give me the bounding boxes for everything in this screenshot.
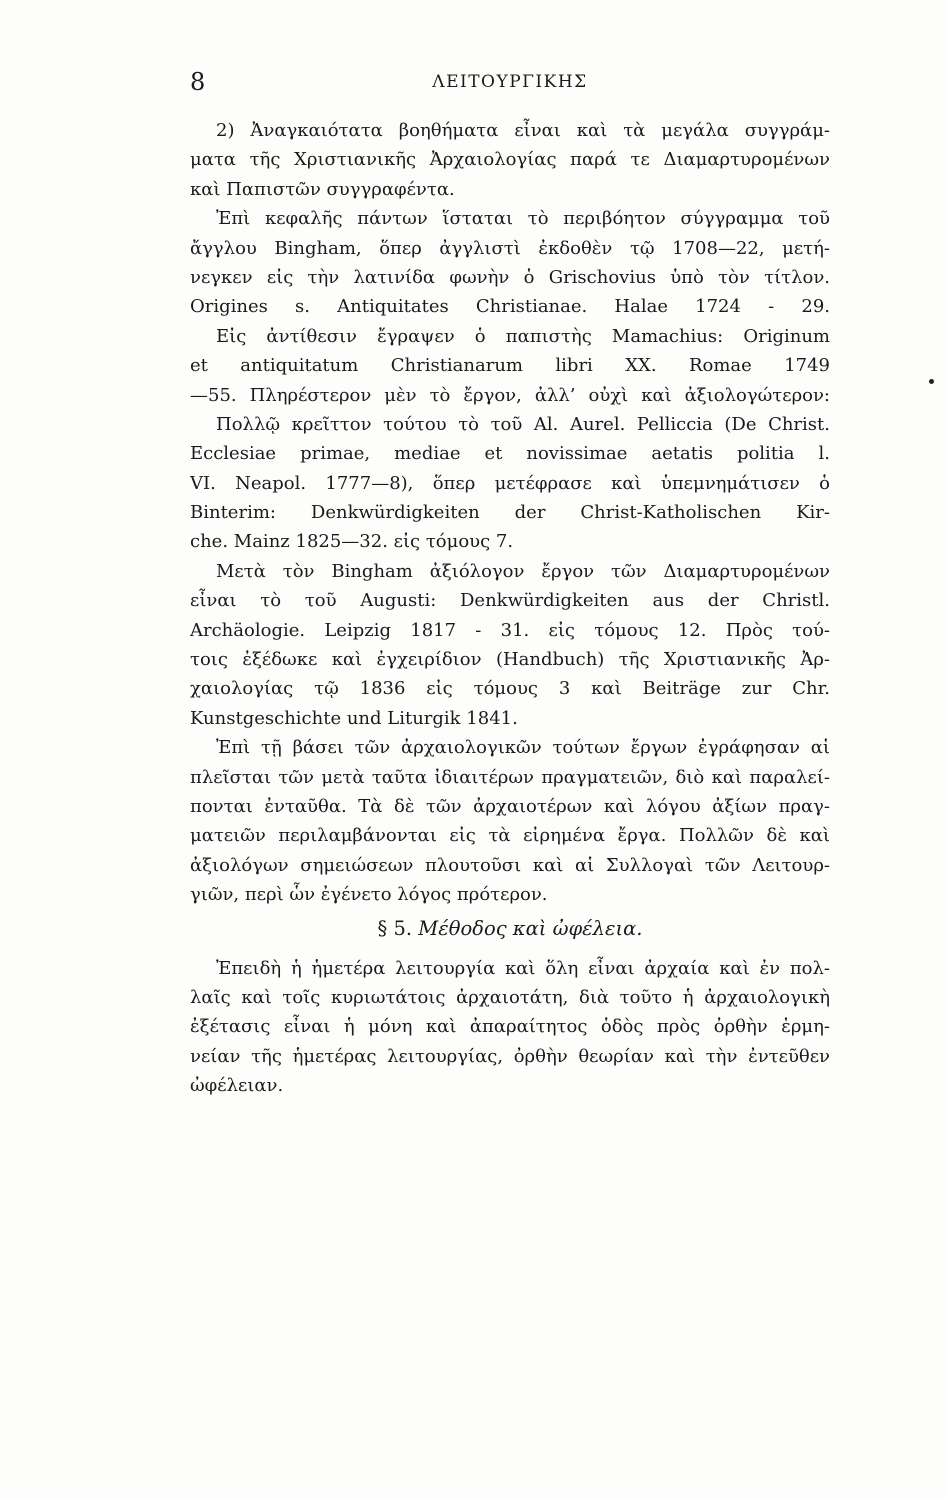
text-line: νεγκεν εἰς τὴν λατινίδα φωνὴν ὁ Grischovius ὑπὸ τὸν τίτλον. [190, 266, 830, 288]
text-line: Kunstgeschichte und Liturgik 1841. [190, 707, 518, 729]
paragraph [190, 733, 830, 909]
text-line: τοις ἐξέδωκε καὶ ἐγχειρίδιον (Handbuch) τῆς Χριστιανικῆς Ἀρ- [190, 649, 830, 671]
paragraph [190, 116, 830, 204]
text-line: Origines s. Antiquitates Christianae. Halae 1724 - 29. [190, 296, 830, 318]
text-line: ἀξιολόγων σημειώσεων πλουτοῦσι καὶ αἱ Συλλογαὶ τῶν Λειτουρ- [190, 854, 830, 876]
text-line: χαιολογίας τῷ 1836 εἰς τόμους 3 καὶ Beiträge zur Chr. [190, 678, 830, 700]
text-line: πονται ἐνταῦθα. Τὰ δὲ τῶν ἀρχαιοτέρων καὶ λόγου ἀξίων πραγ- [190, 795, 830, 817]
text-line: 2) Ἀναγκαιότατα βοηθήματα εἶναι καὶ τὰ μεγάλα συγγράμ- [216, 120, 830, 141]
text-line: che. Mainz 1825—32. εἰς τόμους 7. [190, 531, 514, 553]
text-line: λαῖς καὶ τοῖς κυριωτάτοις ἀρχαιοτάτη, διὰ τοῦτο ἡ ἀρχαιολογικὴ [190, 986, 830, 1008]
paragraph [190, 204, 830, 322]
text-line: νείαν τῆς ἡμετέρας λειτουργίας, ὀρθὴν θεωρίαν καὶ τὴν ἐντεῦθεν [190, 1045, 830, 1067]
page-header [190, 68, 830, 108]
section-number: § 5. [377, 916, 413, 940]
text-line: —55. Πληρέστερον μὲν τὸ ἔργον, ἀλλ’ οὐχὶ καὶ ἀξιολογώτερον: [190, 384, 830, 406]
text-line: Archäologie. Leipzig 1817 - 31. εἰς τόμους 12. Πρὸς τού- [190, 619, 830, 641]
text-line: Εἰς ἀντίθεσιν ἔγραψεν ὁ παπιστὴς Mamachius: Originum [216, 325, 830, 347]
text-line: Binterim: Denkwürdigkeiten der Christ-Katholischen Kir- [190, 502, 830, 524]
text-line: Ἐπὶ τῇ βάσει τῶν ἀρχαιολογικῶν τούτων ἔργων ἐγράφησαν αἱ [216, 737, 830, 759]
page-number: 8 [190, 68, 206, 96]
paragraph [190, 410, 830, 557]
paragraph [190, 954, 830, 1101]
text-line: ματα τῆς Χριστιανικῆς Ἀρχαιολογίας παρά τε Διαμαρτυρομένων [190, 149, 830, 171]
paragraph [190, 557, 830, 733]
text-line: Μετὰ τὸν Bingham ἀξιόλογον ἔργον τῶν Διαμαρτυρομένων [216, 560, 830, 582]
text-line: ἄγγλου Bingham, ὅπερ ἀγγλιστὶ ἐκδοθὲν τῷ 1708—22, μετή- [190, 237, 830, 259]
section-title: Μέθοδος καὶ ὠφέλεια. [418, 916, 643, 940]
running-head: ΛΕΙΤΟΥΡΓΙΚΗΣ [432, 72, 588, 92]
paragraph [190, 322, 830, 410]
text-line: πλεῖσται τῶν μετὰ ταῦτα ἰδιαιτέρων πραγματειῶν, διὸ καὶ παραλεί- [190, 766, 830, 788]
text-line: καὶ Παπιστῶν συγγραφέντα. [190, 178, 455, 200]
text-line: Ecclesiae primae, mediae et novissimae aetatis politia l. [190, 443, 830, 465]
text-line: εἶναι τὸ τοῦ Augusti: Denkwürdigkeiten aus der Christl. [190, 590, 830, 612]
text-line: γιῶν, περὶ ὧν ἐγένετο λόγος πρότερον. [190, 884, 548, 906]
text-line: Ἐπὶ κεφαλῆς πάντων ἵσταται τὸ περιβόητον σύγγραμμα τοῦ [216, 208, 830, 230]
text-line: Πολλῷ κρεῖττον τούτου τὸ τοῦ Al. Aurel. Pelliccia (De Christ. [216, 413, 830, 435]
text-line: Ἐπειδὴ ἡ ἡμετέρα λειτουργία καὶ ὅλη εἶναι ἀρχαία καὶ ἐν πολ- [216, 957, 830, 979]
section-heading [190, 910, 830, 954]
margin-mark [929, 379, 934, 384]
text-line: ἐξέτασις εἶναι ἡ μόνη καὶ ἀπαραίτητος ὁδὸς πρὸς ὀρθὴν ἑρμη- [190, 1016, 830, 1038]
text-line: et antiquitatum Christianarum libri XX. Romae 1749 [190, 355, 830, 377]
text-line: ματειῶν περιλαμβάνονται εἰς τὰ εἰρημένα ἔργα. Πολλῶν δὲ καὶ [190, 825, 830, 847]
body-text [190, 116, 830, 1101]
text-line: ὠφέλειαν. [190, 1075, 284, 1097]
text-line: VI. Neapol. 1777—8), ὅπερ μετέφρασε καὶ ὑπεμνημάτισεν ὁ [190, 472, 830, 494]
